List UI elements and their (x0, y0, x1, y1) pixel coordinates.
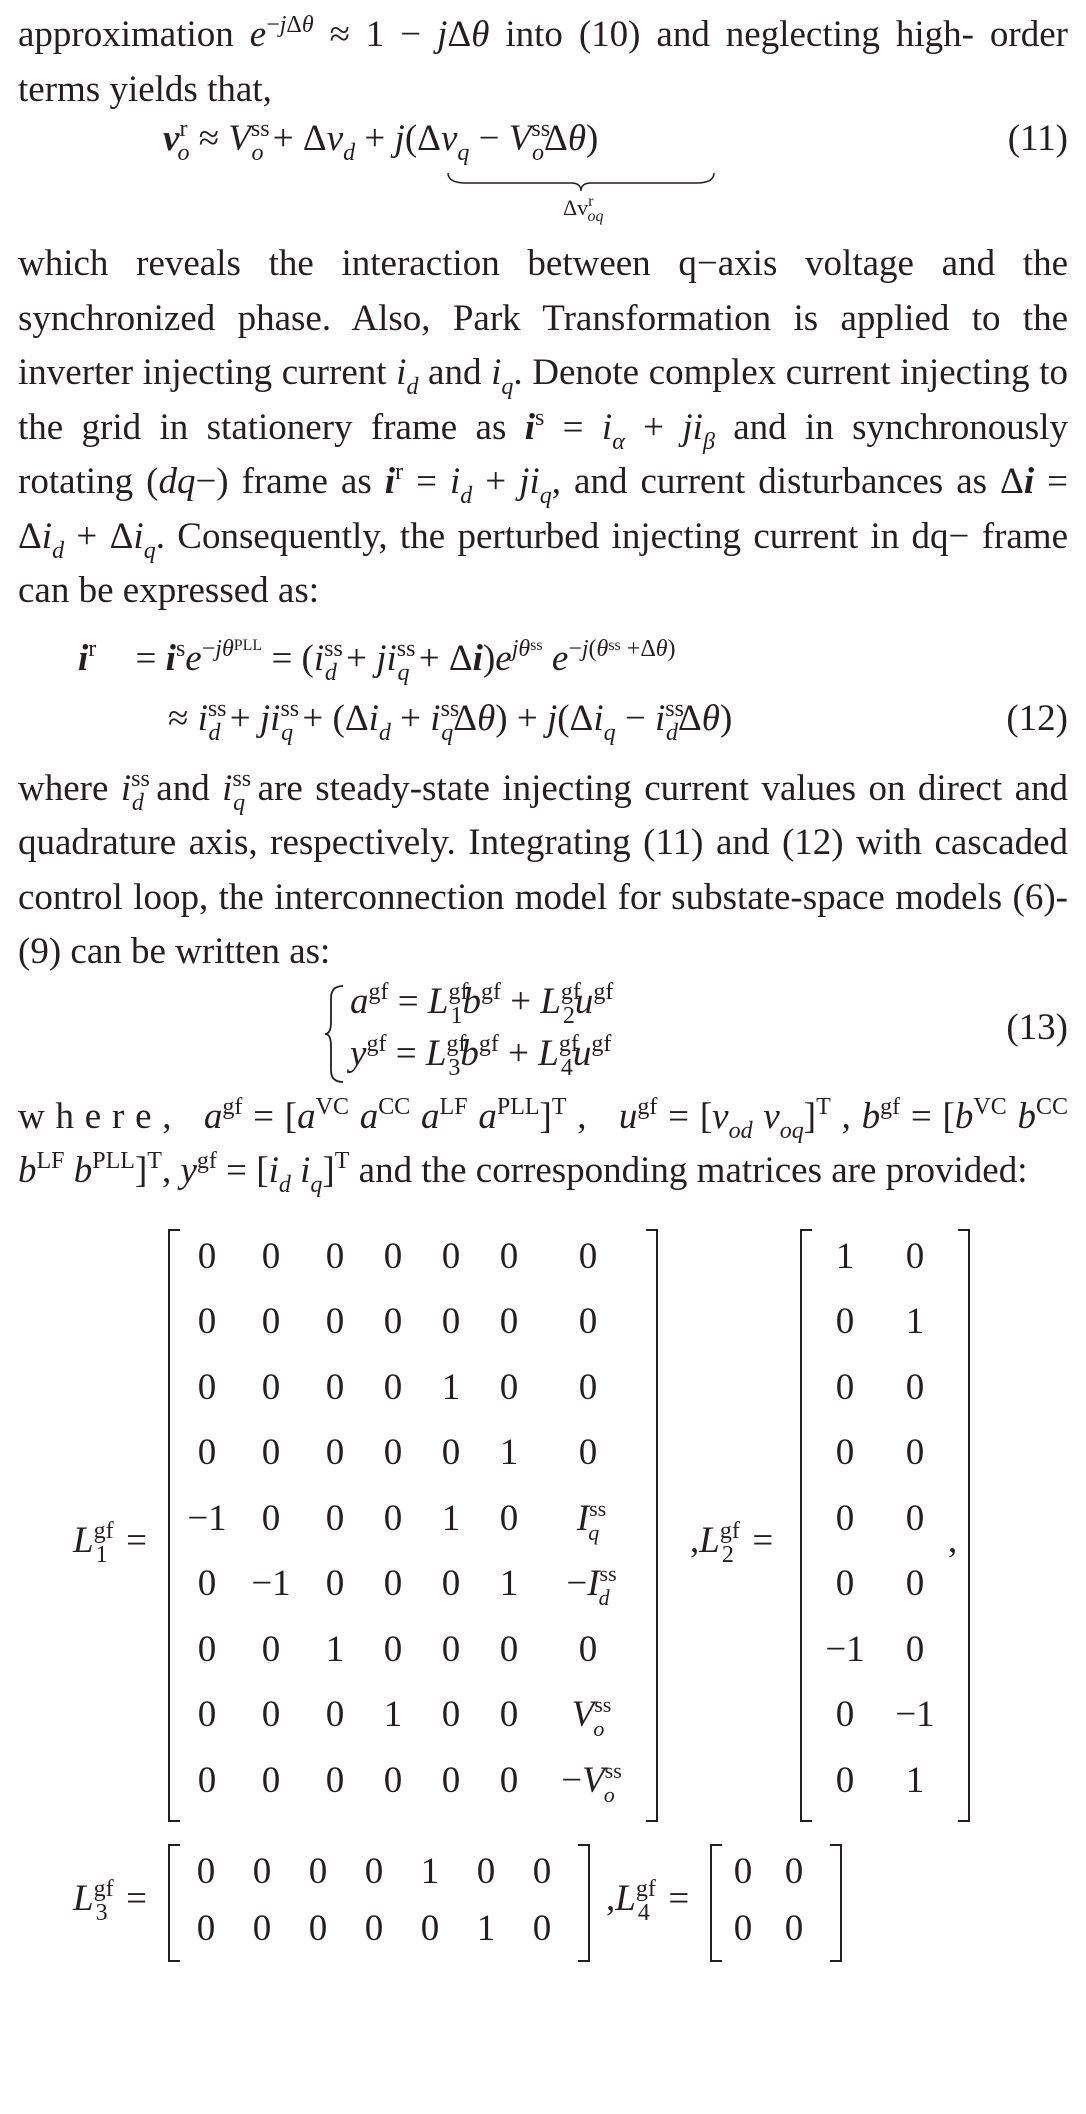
L3-matrix-cell: 0 (476, 1850, 496, 1892)
L1-matrix-cell: 0 (383, 1759, 403, 1801)
underbrace (446, 171, 716, 193)
L3-matrix-cell: 0 (532, 1907, 552, 1949)
L2-matrix-cell: 0 (835, 1301, 855, 1342)
L2-matrix-cell: 0 (835, 1432, 855, 1473)
L1-matrix-cell: 0 (578, 1628, 598, 1670)
L2-matrix-cell: 0 (905, 1432, 925, 1473)
equation-11: $v^r_o \approx V^{ss}_o + \Delta v_d + j(\Delta v_q - V^{ss}_o\Delta\theta)$ $\Delta v^r_{oq}$ (11) (163, 116, 1068, 225)
L1-matrix-cell: −1 (251, 1563, 291, 1604)
L1-matrix-cell: 1 (383, 1694, 403, 1735)
L3-matrix-cell: 0 (532, 1850, 552, 1892)
matrix-label: $,L^{gf}_2$ = (690, 1517, 774, 1568)
L3-matrix-cell: 0 (364, 1907, 384, 1949)
L1-matrix-cell: 0 (325, 1366, 345, 1408)
L2-matrix-cell: −1 (895, 1694, 935, 1735)
L1-matrix-cell: 0 (197, 1759, 217, 1801)
L1-matrix-cell: 0 (499, 1628, 519, 1670)
L1-matrix-right-bracket (646, 1229, 658, 1823)
L2-matrix-cell: −1 (825, 1628, 865, 1670)
L1-matrix-cell: 0 (261, 1432, 281, 1473)
L3-matrix-cell: 1 (476, 1907, 496, 1949)
matrix-label: , (948, 1519, 958, 1561)
L1-matrix-cell: 0 (499, 1694, 519, 1735)
L1-matrix-cell: 0 (261, 1759, 281, 1801)
L2-matrix-cell: 0 (905, 1563, 925, 1604)
L1-matrix-cell: 0 (441, 1694, 461, 1735)
L4-matrix-right-bracket (830, 1844, 842, 1962)
L1-matrix-cell: 0 (499, 1759, 519, 1801)
L3-matrix-cell: 0 (252, 1850, 272, 1892)
equation-12: $i^r = i^se^{-j\theta^{PLL}} = (i^{ss}_d + ji^{ss}_q + \Delta i)e^{j\theta^{ss}}$ $e^{-j(\theta^{ss} +\Delta\theta)}$ ≈ $i^{ss}_d + ji^{ss}_q + (\Delta i_d + i^{ss}_q\Delta\theta) + j(\Delta i_q - i^{ss}_d\Delta\theta)$ (12) (78, 635, 1068, 746)
L3-matrix-cell: 1 (420, 1850, 440, 1892)
L1-matrix-cell: 0 (383, 1366, 403, 1408)
L1-matrix-cell: 0 (383, 1497, 403, 1539)
L1-matrix-cell: 0 (383, 1235, 403, 1277)
matrix-label: $,L^{gf}_4$ = (606, 1875, 690, 1926)
L1-matrix-cell: 0 (197, 1301, 217, 1342)
L4-matrix-cell: 0 (733, 1850, 753, 1892)
L1-matrix-cell: 0 (441, 1759, 461, 1801)
matrix-block (18, 1199, 1068, 1959)
L1-matrix-cell: 1 (325, 1628, 345, 1670)
L2-matrix-cell: 0 (905, 1235, 925, 1277)
paragraph-3: where $i^{ss}_d$ and $i^{ss}_q$ are steady-state injecting current values on direct and quadrature axis, respectively. Integrating (11) and (12) with cascaded control loop, the interconnection model for substate-space models (6)-(9) can be written as: (18, 765, 1069, 972)
L4-matrix-cell: 0 (784, 1850, 804, 1892)
L3-matrix-cell: 0 (196, 1907, 216, 1949)
L1-matrix-cell: 1 (499, 1563, 519, 1604)
L1-matrix-cell: 0 (325, 1235, 345, 1277)
L1-matrix-cell: 0 (578, 1235, 598, 1277)
L1-matrix-cell: 0 (197, 1628, 217, 1670)
L2-matrix-cell: 1 (905, 1301, 925, 1342)
L1-matrix-cell: 0 (261, 1366, 281, 1408)
matrix-label: $L^{gf}_1$ = (73, 1517, 147, 1568)
L1-matrix-cell: 0 (197, 1366, 217, 1408)
L1-matrix-cell: 1 (441, 1497, 461, 1539)
equation-11-number: (11) (1007, 118, 1068, 159)
L1-matrix-cell: 0 (499, 1497, 519, 1539)
L1-matrix-cell: 1 (441, 1366, 461, 1408)
paragraph-4: w h e r e , $a^{gf} = [a^{VC}$ $a^{CC}$ $a^{LF}$ $a^{PLL}]^T$ , $u^{gf} = [v_{od}$ $v_{oq}]^T$ , $b^{gf} = [b^{VC}$ $b^{CC}$ $b^{LF}$ $b^{PLL}]^T$, $y^{gf} = [i_d$ $i_q]^T$ and the corresponding matrices are provided: (18, 1093, 1068, 1198)
L2-matrix-cell: 0 (835, 1563, 855, 1604)
L1-matrix-cell: 0 (441, 1563, 461, 1604)
L1-matrix-cell: 0 (441, 1301, 461, 1342)
L1-matrix-cell: $V^{ss}_o$ (571, 1692, 612, 1741)
equation-12-number: (12) (1006, 697, 1068, 739)
L1-matrix-cell: $-V^{ss}_o$ (561, 1757, 622, 1807)
L1-matrix-cell: 0 (441, 1628, 461, 1670)
L3-matrix-cell: 0 (196, 1850, 216, 1892)
L2-matrix-right-bracket (958, 1229, 970, 1823)
L1-matrix-cell: 0 (383, 1301, 403, 1342)
L1-matrix-cell: 0 (261, 1235, 281, 1277)
L1-matrix-cell: 0 (197, 1235, 217, 1277)
L3-matrix-cell: 0 (308, 1907, 328, 1949)
L1-matrix-cell: 0 (499, 1235, 519, 1277)
L1-matrix-cell: 0 (197, 1694, 217, 1735)
L1-matrix-cell: 0 (261, 1694, 281, 1735)
L3-matrix-cell: 0 (364, 1850, 384, 1892)
L1-matrix-cell: 0 (325, 1301, 345, 1342)
L3-matrix-cell: 0 (308, 1850, 328, 1892)
L1-matrix-cell: 0 (441, 1432, 461, 1473)
L3-matrix-cell: 0 (420, 1907, 440, 1949)
L1-matrix-cell: 0 (383, 1628, 403, 1670)
L3-matrix-right-bracket (578, 1844, 590, 1962)
L2-matrix-cell: 0 (835, 1694, 855, 1735)
L1-matrix-cell: 0 (261, 1497, 281, 1539)
L2-matrix-cell: 0 (905, 1628, 925, 1670)
L1-matrix-cell: 0 (261, 1628, 281, 1670)
L1-matrix-cell: 0 (578, 1366, 598, 1408)
L1-matrix-cell: −1 (187, 1497, 227, 1539)
L2-matrix-cell: 0 (905, 1497, 925, 1539)
L2-matrix-cell: 0 (835, 1759, 855, 1801)
L2-matrix-cell: 0 (835, 1497, 855, 1539)
L1-matrix-cell: $-I^{ss}_d$ (566, 1561, 617, 1610)
L1-matrix-cell: 0 (499, 1301, 519, 1342)
L1-matrix-cell: 0 (325, 1759, 345, 1801)
L1-matrix-cell: 0 (325, 1497, 345, 1539)
L1-matrix-cell: 0 (325, 1432, 345, 1473)
equation-13: $a^{gf} = L^{gf}_1b^{gf} + L^{gf}_2u^{gf}$ $y^{gf} = L^{gf}_3b^{gf} + L^{gf}_4u^{gf}$ (13) (18, 980, 1068, 1090)
L1-matrix-cell: 0 (441, 1235, 461, 1277)
paragraph-2: which reveals the interaction between q−axis voltage and the synchronized phase. Also, Park Transformation is applied to the inverter injecting current $i_d$ and $i_q$. Denote complex current injecting to the grid in stationery frame as $i^s = i_\alpha + ji_\beta$ and in synchronously rotating (dq−) frame as $i^r = i_d + ji_q$, and current disturbances as $\Delta i = \Delta i_d + \Delta i_q$. Consequently, the perturbed injecting current in dq− frame can be expressed as: (18, 243, 1069, 611)
L1-matrix-cell: 0 (578, 1301, 598, 1342)
paragraph-1: approximation $e^{-j\Delta\theta} \approx 1 - j\Delta\theta$ into (10) and neglecting high- order terms yields that, (18, 12, 1068, 110)
L3-matrix-cell: 0 (252, 1907, 272, 1949)
L2-matrix-cell: 0 (835, 1366, 855, 1408)
L4-matrix-cell: 0 (784, 1907, 804, 1949)
L2-matrix-cell: 1 (905, 1759, 925, 1801)
equation-13-number: (13) (1006, 1006, 1068, 1048)
paper-page (18, 0, 1068, 1959)
L1-matrix-cell: 1 (499, 1432, 519, 1473)
L1-matrix-cell: 0 (383, 1563, 403, 1604)
left-brace (323, 984, 345, 1084)
L1-matrix-cell: $I^{ss}_q$ (576, 1495, 607, 1545)
L1-matrix-cell: 0 (197, 1432, 217, 1473)
L2-matrix-cell: 0 (905, 1366, 925, 1408)
L1-matrix-cell: 0 (197, 1563, 217, 1604)
L1-matrix-cell: 0 (325, 1563, 345, 1604)
L1-matrix-cell: 0 (325, 1694, 345, 1735)
L1-matrix-cell: 0 (578, 1432, 598, 1473)
L4-matrix-cell: 0 (733, 1907, 753, 1949)
matrix-label: $L^{gf}_3$ = (73, 1875, 147, 1926)
L1-matrix-cell: 0 (261, 1301, 281, 1342)
L1-matrix-cell: 0 (499, 1366, 519, 1408)
L1-matrix-cell: 0 (383, 1432, 403, 1473)
L2-matrix-cell: 1 (835, 1235, 855, 1277)
